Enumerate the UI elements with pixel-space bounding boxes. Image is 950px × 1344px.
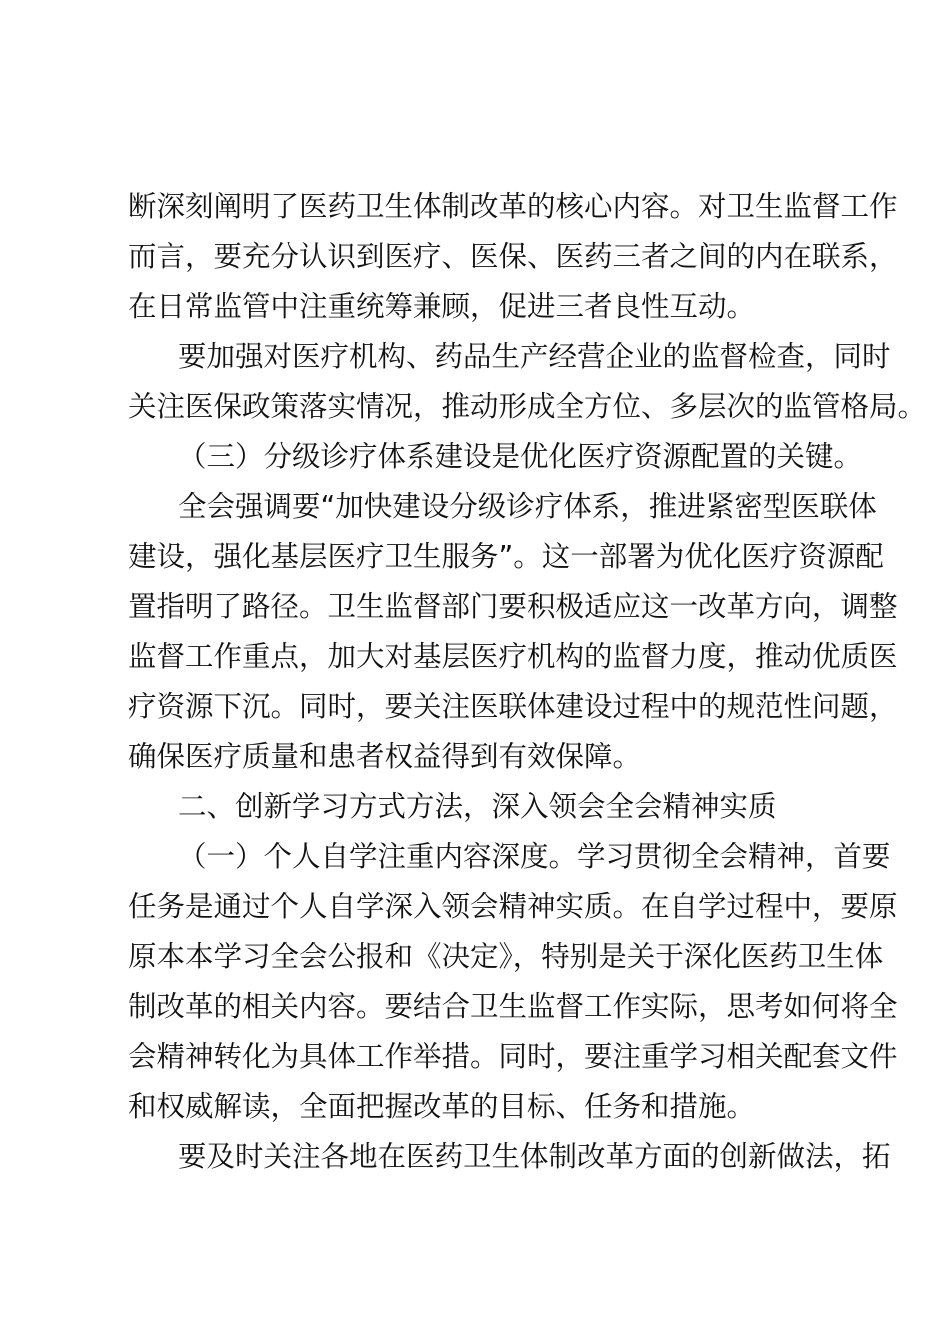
section-heading: （三）分级诊疗体系建设是优化医疗资源配置的关键。 [178, 440, 863, 473]
text-line: 全会强调要“加快建设分级诊疗体系，推进紧密型医联体 [178, 490, 877, 523]
text-line: 而言，要充分认识到医疗、医保、医药三者之间的内在联系， [128, 240, 898, 273]
text-line: 监督工作重点，加大对基层医疗机构的监督力度，推动优质医 [128, 640, 898, 673]
section-heading: （一）个人自学注重内容深度。学习贯彻全会精神，首要 [178, 840, 891, 873]
chapter-heading: 二、创新学习方式方法，深入领会全会精神实质 [178, 790, 777, 823]
text-line: 关注医保政策落实情况，推动形成全方位、多层次的监管格局。 [128, 390, 927, 423]
text-line: 和权威解读，全面把握改革的目标、任务和措施。 [128, 1090, 756, 1123]
text-line: 断深刻阐明了医药卫生体制改革的核心内容。对卫生监督工作 [128, 190, 898, 223]
text-line: 疗资源下沉。同时，要关注医联体建设过程中的规范性问题， [128, 690, 898, 723]
text-line: 置指明了路径。卫生监督部门要积极适应这一改革方向，调整 [128, 590, 898, 623]
text-line: 要及时关注各地在医药卫生体制改革方面的创新做法，拓 [178, 1140, 891, 1173]
text-line: 在日常监管中注重统筹兼顾，促进三者良性互动。 [128, 290, 756, 323]
text-line: 确保医疗质量和患者权益得到有效保障。 [128, 740, 642, 773]
text-line: 会精神转化为具体工作举措。同时，要注重学习相关配套文件 [128, 1040, 898, 1073]
text-line: 任务是通过个人自学深入领会精神实质。在自学过程中，要原 [128, 890, 898, 923]
text-line: 原本本学习全会公报和《决定》，特别是关于深化医药卫生体 [128, 940, 884, 973]
text-line: 建设，强化基层医疗卫生服务”。这一部署为优化医疗资源配 [128, 540, 884, 573]
document-body [128, 182, 927, 1182]
text-line: 要加强对医疗机构、药品生产经营企业的监督检查，同时 [178, 340, 891, 373]
text-line: 制改革的相关内容。要结合卫生监督工作实际，思考如何将全 [128, 990, 898, 1023]
